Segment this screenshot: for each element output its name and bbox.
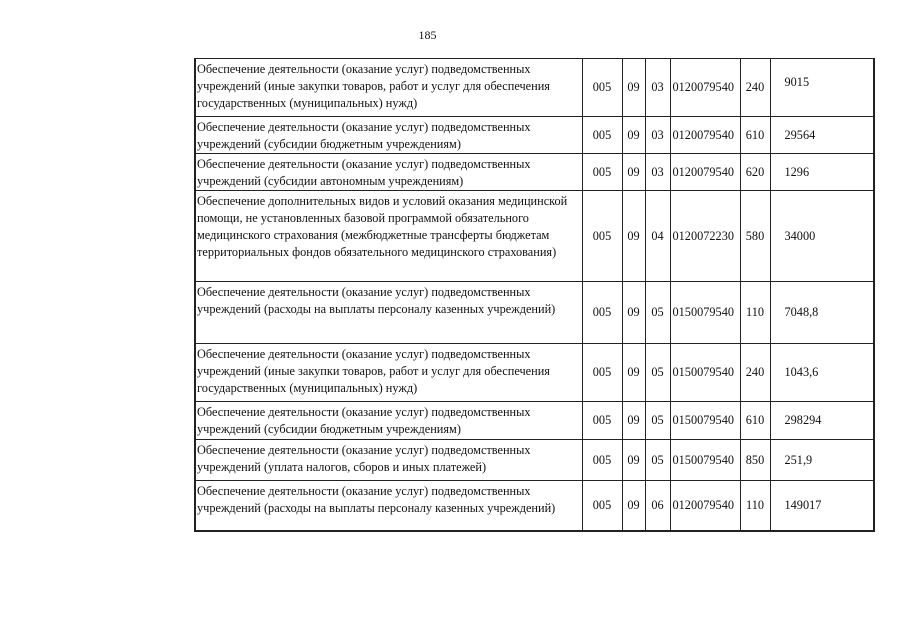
table-row [195, 481, 874, 531]
row-description: Обеспечение дополнительных видов и условий оказания медицинской помощи, не установленных базовой программой обязательного медицинского страхования (межбюджетные трансферты бюджетам территориальных фондов обязательного медицинского страхования) [195, 191, 582, 282]
table-row [195, 402, 874, 440]
table-row [195, 344, 874, 402]
row-target-article-code: 0120079540 [670, 481, 740, 531]
row-target-article-code: 0150079540 [670, 282, 740, 344]
row-ministry-code: 005 [582, 440, 622, 481]
row-description: Обеспечение деятельности (оказание услуг) подведомственных учреждений (расходы на выплаты персоналу казенных учреждений) [195, 481, 582, 531]
row-subsection-code: 03 [645, 117, 670, 154]
row-ministry-code: 005 [582, 402, 622, 440]
row-ministry-code: 005 [582, 344, 622, 402]
row-description: Обеспечение деятельности (оказание услуг) подведомственных учреждений (иные закупки товаров, работ и услуг для обеспечения государственных (муниципальных) нужд) [195, 344, 582, 402]
row-description: Обеспечение деятельности (оказание услуг) подведомственных учреждений (субсидии бюджетным учреждениям) [195, 402, 582, 440]
row-ministry-code: 005 [582, 191, 622, 282]
row-expense-type-code: 240 [740, 344, 770, 402]
row-ministry-code: 005 [582, 59, 622, 117]
row-section-code: 09 [622, 440, 645, 481]
row-section-code: 09 [622, 191, 645, 282]
row-ministry-code: 005 [582, 117, 622, 154]
row-expense-type-code: 240 [740, 59, 770, 117]
row-subsection-code: 05 [645, 440, 670, 481]
row-amount: 1043,6 [770, 344, 874, 402]
row-ministry-code: 005 [582, 481, 622, 531]
row-expense-type-code: 620 [740, 154, 770, 191]
budget-table [194, 58, 875, 532]
row-subsection-code: 03 [645, 59, 670, 117]
row-description: Обеспечение деятельности (оказание услуг) подведомственных учреждений (уплата налогов, сборов и иных платежей) [195, 440, 582, 481]
row-expense-type-code: 110 [740, 282, 770, 344]
row-section-code: 09 [622, 402, 645, 440]
row-ministry-code: 005 [582, 154, 622, 191]
row-amount: 7048,8 [770, 282, 874, 344]
row-subsection-code: 04 [645, 191, 670, 282]
row-amount: 29564 [770, 117, 874, 154]
row-amount: 298294 [770, 402, 874, 440]
row-section-code: 09 [622, 117, 645, 154]
row-amount: 149017 [770, 481, 874, 531]
table-row [195, 191, 874, 282]
row-target-article-code: 0120079540 [670, 117, 740, 154]
table-row [195, 154, 874, 191]
row-description: Обеспечение деятельности (оказание услуг) подведомственных учреждений (расходы на выплаты персоналу казенных учреждений) [195, 282, 582, 344]
row-target-article-code: 0120072230 [670, 191, 740, 282]
row-expense-type-code: 610 [740, 117, 770, 154]
row-subsection-code: 05 [645, 344, 670, 402]
row-target-article-code: 0120079540 [670, 59, 740, 117]
budget-table-body [195, 59, 874, 531]
row-description: Обеспечение деятельности (оказание услуг) подведомственных учреждений (субсидии автономным учреждениям) [195, 154, 582, 191]
row-description: Обеспечение деятельности (оказание услуг) подведомственных учреждений (иные закупки товаров, работ и услуг для обеспечения государственных (муниципальных) нужд) [195, 59, 582, 117]
row-section-code: 09 [622, 154, 645, 191]
row-section-code: 09 [622, 481, 645, 531]
row-amount: 9015 [770, 59, 874, 117]
row-description: Обеспечение деятельности (оказание услуг) подведомственных учреждений (субсидии бюджетным учреждениям) [195, 117, 582, 154]
table-row [195, 282, 874, 344]
row-amount: 251,9 [770, 440, 874, 481]
row-amount: 34000 [770, 191, 874, 282]
row-ministry-code: 005 [582, 282, 622, 344]
row-expense-type-code: 610 [740, 402, 770, 440]
row-expense-type-code: 580 [740, 191, 770, 282]
row-target-article-code: 0150079540 [670, 402, 740, 440]
row-target-article-code: 0150079540 [670, 344, 740, 402]
row-section-code: 09 [622, 282, 645, 344]
row-expense-type-code: 850 [740, 440, 770, 481]
table-row [195, 440, 874, 481]
page-number: 185 [418, 28, 437, 42]
row-expense-type-code: 110 [740, 481, 770, 531]
row-section-code: 09 [622, 344, 645, 402]
row-subsection-code: 05 [645, 402, 670, 440]
row-target-article-code: 0150079540 [670, 440, 740, 481]
row-amount: 1296 [770, 154, 874, 191]
row-subsection-code: 06 [645, 481, 670, 531]
table-row [195, 117, 874, 154]
row-subsection-code: 05 [645, 282, 670, 344]
row-target-article-code: 0120079540 [670, 154, 740, 191]
row-subsection-code: 03 [645, 154, 670, 191]
row-section-code: 09 [622, 59, 645, 117]
table-row [195, 59, 874, 117]
